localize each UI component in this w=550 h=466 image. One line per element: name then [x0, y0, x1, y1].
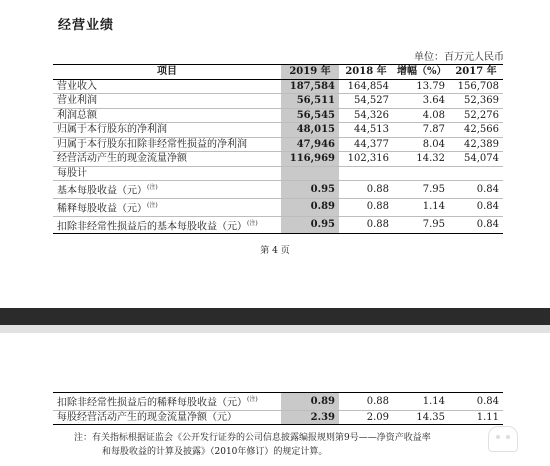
row-label — [53, 216, 281, 234]
value-growth — [393, 166, 449, 181]
table-row — [53, 198, 503, 216]
row-label: 每股计 — [53, 166, 281, 181]
value-2018: 0.88 — [339, 393, 393, 411]
footnote — [74, 431, 514, 459]
row-label-text: 扣除非经常性损益后的基本每股收益（元） — [57, 220, 247, 232]
table-row — [53, 181, 503, 199]
value-2018: 0.88 — [339, 181, 393, 199]
financial-table-continued — [53, 392, 503, 425]
value-growth: 1.14 — [393, 198, 449, 216]
value-growth: 13.79 — [393, 79, 449, 94]
page-number: 第 4 页 — [260, 246, 290, 256]
value-2019: 47,946 — [281, 137, 339, 152]
value-2017: 52,276 — [449, 108, 503, 123]
row-label-text: 扣除非经常性损益后的稀释每股收益（元） — [57, 397, 247, 409]
value-2017: 0.84 — [449, 198, 503, 216]
value-growth: 1.14 — [393, 393, 449, 411]
financial-table — [53, 64, 503, 234]
value-2018: 54,326 — [339, 108, 393, 123]
table-row — [53, 108, 503, 123]
value-2018: 44,377 — [339, 137, 393, 152]
row-label: 每股经营活动产生的现金流量净额（元） — [53, 410, 281, 425]
value-2019 — [281, 166, 339, 181]
value-2019: 0.95 — [281, 181, 339, 199]
value-2019: 0.89 — [281, 393, 339, 411]
table-row — [53, 94, 503, 109]
value-2018: 102,316 — [339, 152, 393, 167]
table-row — [53, 166, 503, 181]
header-2017: 2017 年 — [449, 65, 503, 80]
table-row — [53, 123, 503, 138]
row-label: 经营活动产生的现金流量净额 — [53, 152, 281, 167]
value-2019: 0.95 — [281, 216, 339, 234]
value-2019: 56,545 — [281, 108, 339, 123]
header-2019: 2019 年 — [281, 65, 339, 80]
footnote-mark: (注) — [147, 184, 158, 191]
value-growth: 4.08 — [393, 108, 449, 123]
table-row — [53, 137, 503, 152]
header-item: 项目 — [53, 65, 281, 80]
value-2019: 0.89 — [281, 198, 339, 216]
value-2018: 0.88 — [339, 216, 393, 234]
table-header-row — [53, 65, 503, 80]
footnote-mark: (注) — [247, 396, 258, 403]
value-2017 — [449, 166, 503, 181]
value-growth: 7.87 — [393, 123, 449, 138]
value-2017: 42,389 — [449, 137, 503, 152]
page-gap-shadow — [0, 325, 550, 333]
value-2017: 156,708 — [449, 79, 503, 94]
unit-label: 单位：百万元人民币 — [414, 52, 504, 63]
value-2018: 164,854 — [339, 79, 393, 94]
footnote-mark: (注) — [247, 219, 258, 227]
row-label-text: 基本每股收益（元） — [57, 185, 147, 197]
watermark-logo — [488, 426, 518, 452]
row-label: 营业利润 — [53, 94, 281, 109]
header-growth: 增幅（%） — [393, 65, 449, 80]
value-growth: 14.32 — [393, 152, 449, 167]
footnote-line-2: 和每股收益的计算及披露》（2010年修订）的规定计算。 — [102, 447, 328, 457]
table-row — [53, 79, 503, 94]
row-label-text: 稀释每股收益（元） — [57, 203, 147, 215]
header-2018: 2018 年 — [339, 65, 393, 80]
value-growth: 8.04 — [393, 137, 449, 152]
value-2017: 42,566 — [449, 123, 503, 138]
value-2018: 0.88 — [339, 198, 393, 216]
value-2019: 56,511 — [281, 94, 339, 109]
table-row — [53, 216, 503, 234]
value-2017: 0.84 — [449, 393, 503, 411]
footnote-mark: (注) — [147, 201, 158, 209]
section-title: 经营业绩 — [58, 18, 115, 33]
value-growth: 7.95 — [393, 216, 449, 234]
value-2018: 2.09 — [339, 410, 393, 425]
table-row — [53, 393, 503, 411]
page-gap — [0, 308, 550, 325]
value-2018: 54,527 — [339, 94, 393, 109]
value-2018 — [339, 166, 393, 181]
value-growth: 3.64 — [393, 94, 449, 109]
value-growth: 14.35 — [393, 410, 449, 425]
value-2018: 44,513 — [339, 123, 393, 138]
value-growth: 7.95 — [393, 181, 449, 199]
row-label: 归属于本行股东扣除非经常性损益的净利润 — [53, 137, 281, 152]
row-label — [53, 181, 281, 199]
table-row — [53, 410, 503, 425]
value-2019: 48,015 — [281, 123, 339, 138]
value-2019: 187,584 — [281, 79, 339, 94]
value-2017: 54,074 — [449, 152, 503, 167]
row-label — [53, 393, 281, 411]
footnote-line-1: 注：有关指标根据证监会《公开发行证券的公司信息披露编报规则第9号——净资产收益率 — [74, 433, 431, 443]
value-2019: 116,969 — [281, 152, 339, 167]
value-2017: 1.11 — [449, 410, 503, 425]
table-row — [53, 152, 503, 167]
row-label — [53, 198, 281, 216]
row-label: 营业收入 — [53, 79, 281, 94]
row-label: 利润总额 — [53, 108, 281, 123]
value-2017: 0.84 — [449, 181, 503, 199]
row-label: 归属于本行股东的净利润 — [53, 123, 281, 138]
value-2019: 2.39 — [281, 410, 339, 425]
value-2017: 52,369 — [449, 94, 503, 109]
value-2017: 0.84 — [449, 216, 503, 234]
